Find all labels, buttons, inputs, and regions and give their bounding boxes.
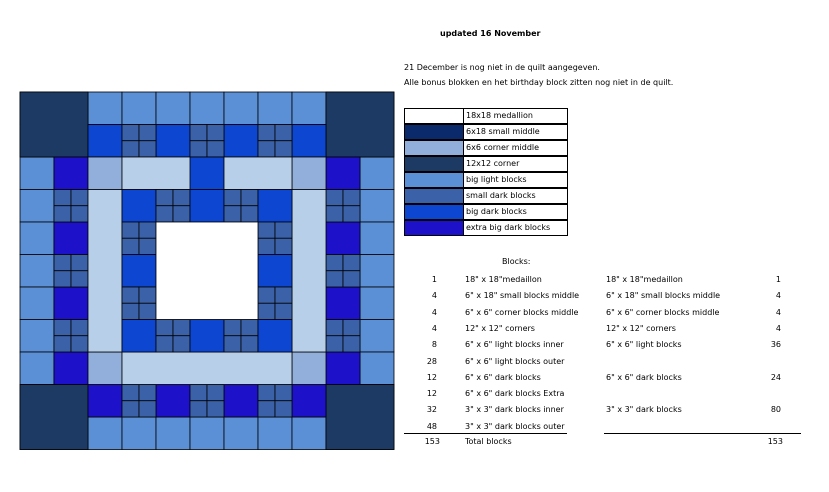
small-dark-block [343,336,360,352]
small-dark-block [122,303,139,319]
small-dark-block [54,190,71,206]
left-label-cell: 3" x 3" dark blocks inner [465,405,564,415]
big-light-block [360,320,394,353]
big-light-block [20,255,54,288]
big-light-block [292,92,326,125]
corner-block [20,92,88,157]
small-dark-block [224,336,241,352]
small-dark-block [275,385,292,401]
small-dark-block [275,125,292,141]
legend-item [404,204,568,220]
left-total-count: 153 [424,437,440,446]
legend-label: 6x18 small middle [466,127,540,136]
small-dark-block [54,271,71,287]
small-dark-block [71,255,88,271]
small-dark-block [258,287,275,303]
big-dark-block [190,157,224,190]
right-total-rule [604,433,801,434]
small-middle-block [88,190,122,353]
small-dark-block [156,190,173,206]
left-count-cell: 4 [431,323,437,333]
small-middle-block [224,157,292,190]
right-count-cell: 36 [770,340,781,350]
right-label-cell: 6" x 18" small blocks middle [606,291,721,301]
big-light-block [122,92,156,125]
extra-big-dark-block [156,385,190,418]
small-dark-block [71,271,88,287]
left-count-cell: 28 [426,356,437,366]
big-light-block [156,417,190,450]
small-dark-block [326,206,343,222]
left-count-cell: 4 [431,291,437,301]
right-label-cell: 18" x 18"medaillon [606,275,683,284]
extra-big-dark-block [326,157,360,190]
small-dark-block [224,206,241,222]
right-count-cell: 4 [775,307,781,317]
big-light-block [20,157,54,190]
left-label-cell: 3" x 3" dark blocks outer [465,421,565,431]
big-light-block [88,92,122,125]
right-total-count: 153 [767,437,783,446]
left-total-label: Total blocks [465,437,512,446]
legend-swatch [405,157,464,171]
legend-swatch [405,205,464,219]
small-dark-block [190,385,207,401]
big-light-block [20,190,54,223]
legend-item [404,108,568,124]
big-dark-block [122,190,156,223]
small-dark-block [343,255,360,271]
small-dark-block [71,190,88,206]
small-dark-block [54,206,71,222]
small-dark-block [173,190,190,206]
small-dark-block [343,271,360,287]
legend-item [404,220,568,236]
left-count-cell: 32 [426,405,437,415]
big-light-block [20,320,54,353]
big-dark-block [224,125,258,158]
right-label-cell: 3" x 3" dark blocks [606,405,682,415]
corner-block [326,92,394,157]
small-dark-block [241,336,258,352]
extra-big-dark-block [326,352,360,385]
big-light-block [258,417,292,450]
small-dark-block [71,336,88,352]
extra-big-dark-block [326,222,360,255]
legend-item [404,140,568,156]
small-dark-block [258,141,275,157]
quilt-diagram [0,0,400,460]
small-dark-block [326,271,343,287]
big-light-block [360,222,394,255]
small-dark-block [343,320,360,336]
small-dark-block [207,141,224,157]
small-dark-block [258,238,275,254]
big-light-block [20,352,54,385]
big-light-block [292,417,326,450]
small-dark-block [258,385,275,401]
right-label-cell: 6" x 6" dark blocks [606,372,682,382]
legend-item [404,156,568,172]
small-dark-block [275,222,292,238]
small-dark-block [275,238,292,254]
left-label-cell: 12" x 12" corners [465,323,535,333]
right-label-cell: 12" x 12" corners [606,323,676,333]
right-count-cell: 24 [770,372,781,382]
left-count-cell: 8 [431,340,437,350]
left-total-rule [404,433,567,434]
left-count-cell: 48 [426,421,437,431]
small-dark-block [122,287,139,303]
small-dark-block [156,336,173,352]
left-label-cell: 6" x 6" dark blocks Extra [465,389,565,399]
small-dark-block [122,385,139,401]
big-dark-block [258,320,292,353]
small-dark-block [190,125,207,141]
corner-block [326,385,394,450]
small-dark-block [173,336,190,352]
big-dark-block [292,125,326,158]
extra-big-dark-block [326,287,360,320]
extra-big-dark-block [54,287,88,320]
left-label-cell: 6" x 6" light blocks outer [465,356,565,366]
big-light-block [20,287,54,320]
small-dark-block [258,222,275,238]
big-dark-block [122,320,156,353]
legend-label: big light blocks [466,175,527,184]
legend-label: extra big dark blocks [466,223,551,232]
big-light-block [360,352,394,385]
medaillon-block [156,222,258,320]
right-count-cell: 80 [770,405,781,415]
right-label-cell: 6" x 6" corner blocks middle [606,307,720,317]
small-dark-block [241,206,258,222]
big-dark-block [258,255,292,288]
small-dark-block [207,385,224,401]
small-dark-block [139,401,156,417]
big-light-block [360,190,394,223]
small-dark-block [241,320,258,336]
big-light-block [190,417,224,450]
small-dark-block [122,125,139,141]
small-dark-block [173,320,190,336]
right-count-cell: 4 [775,291,781,301]
big-dark-block [258,190,292,223]
small-dark-block [156,320,173,336]
small-dark-block [139,303,156,319]
small-dark-block [122,401,139,417]
extra-big-dark-block [88,385,122,418]
note-line-2: Alle bonus blokken en het birthday block zitten nog niet in de quilt. [404,78,674,87]
left-count-cell: 4 [431,307,437,317]
big-dark-block [156,125,190,158]
small-dark-block [139,125,156,141]
small-dark-block [207,125,224,141]
small-dark-block [258,125,275,141]
small-dark-block [224,190,241,206]
small-dark-block [54,336,71,352]
small-dark-block [139,222,156,238]
small-dark-block [258,303,275,319]
legend-label: big dark blocks [466,207,527,216]
small-dark-block [326,255,343,271]
small-dark-block [343,190,360,206]
small-dark-block [139,287,156,303]
note-line-1: 21 December is nog niet in de quilt aangegeven. [404,63,600,72]
legend-label: 12x12 corner [466,159,520,168]
small-dark-block [275,287,292,303]
small-dark-block [173,206,190,222]
small-dark-block [122,141,139,157]
extra-big-dark-block [54,157,88,190]
left-count-cell: 12 [426,389,437,399]
legend-swatch [405,109,464,123]
right-count-cell: 4 [775,323,781,333]
small-dark-block [258,401,275,417]
big-light-block [122,417,156,450]
small-dark-block [190,401,207,417]
big-light-block [360,157,394,190]
legend-swatch [405,125,464,139]
small-dark-block [71,206,88,222]
small-dark-block [224,320,241,336]
legend-swatch [405,141,464,155]
left-label-cell: 6" x 6" light blocks inner [465,340,564,350]
big-light-block [156,92,190,125]
left-label-cell: 6" x 18" small blocks middle [465,291,580,301]
small-dark-block [326,320,343,336]
big-light-block [224,417,258,450]
corner-middle-block [292,157,326,190]
legend-label: small dark blocks [466,191,536,200]
left-count-cell: 1 [431,275,437,284]
small-dark-block [139,385,156,401]
big-light-block [190,92,224,125]
big-dark-block [190,190,224,223]
big-light-block [224,92,258,125]
small-dark-block [326,190,343,206]
extra-big-dark-block [292,385,326,418]
small-dark-block [54,255,71,271]
big-light-block [360,287,394,320]
left-label-cell: 6" x 6" corner blocks middle [465,307,579,317]
small-middle-block [292,190,326,353]
small-dark-block [326,336,343,352]
small-middle-block [122,352,292,385]
small-dark-block [207,401,224,417]
legend-label: 6x6 corner middle [466,143,540,152]
legend-item [404,124,568,140]
big-dark-block [88,125,122,158]
blocks-heading: Blocks: [502,257,531,266]
updated-heading: updated 16 November [440,29,541,38]
small-dark-block [139,141,156,157]
small-dark-block [275,401,292,417]
small-dark-block [122,238,139,254]
extra-big-dark-block [224,385,258,418]
small-dark-block [275,141,292,157]
legend-label: 18x18 medallion [466,111,533,120]
corner-middle-block [292,352,326,385]
extra-big-dark-block [54,222,88,255]
small-dark-block [241,190,258,206]
big-dark-block [122,255,156,288]
legend-swatch [405,221,464,235]
legend-item [404,188,568,204]
right-label-cell: 6" x 6" light blocks [606,340,682,350]
big-light-block [360,255,394,288]
extra-big-dark-block [54,352,88,385]
small-dark-block [156,206,173,222]
corner-middle-block [88,352,122,385]
big-dark-block [190,320,224,353]
small-dark-block [343,206,360,222]
small-dark-block [71,320,88,336]
big-light-block [88,417,122,450]
left-label-cell: 18" x 18"medaillon [465,275,542,284]
small-dark-block [190,141,207,157]
big-light-block [258,92,292,125]
corner-block [20,385,88,450]
small-dark-block [54,320,71,336]
small-dark-block [275,303,292,319]
left-count-cell: 12 [426,372,437,382]
left-label-cell: 6" x 6" dark blocks [465,372,541,382]
right-count-cell: 1 [775,275,781,284]
legend-item [404,172,568,188]
corner-middle-block [88,157,122,190]
legend-swatch [405,173,464,187]
small-dark-block [122,222,139,238]
legend-swatch [405,189,464,203]
small-dark-block [139,238,156,254]
big-light-block [20,222,54,255]
